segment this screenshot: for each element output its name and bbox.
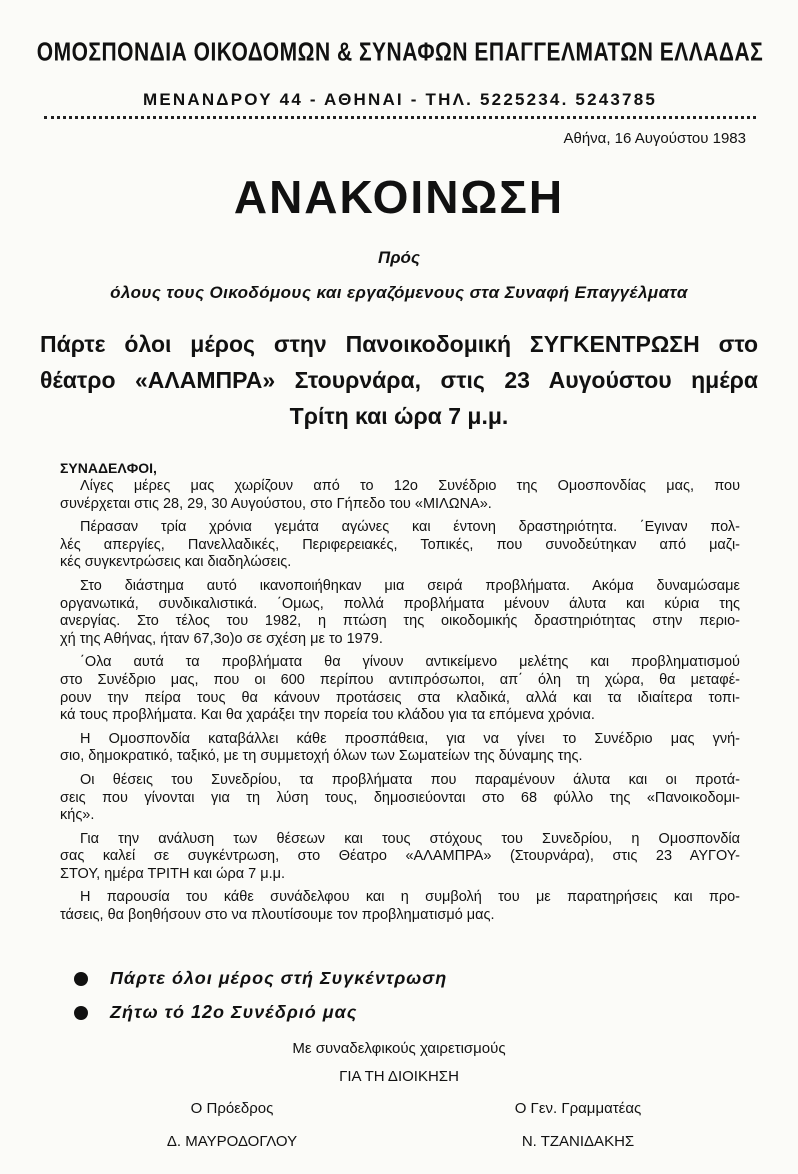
- text-line: ανεργίας. Στο τέλος του 1982, η πτώση της οικοδομικής δραστηριότητας στην περιο-: [60, 613, 740, 630]
- text-line: χή της Αθήνας, ήταν 67,3ο)ο σε σχέση με το 1979.: [60, 630, 383, 647]
- text-line: κά τους προβλήματα. Και θα χαράξει την πορεία του κλάδου για τα επόμενα χρόνια.: [60, 707, 595, 724]
- slogan: [74, 1002, 357, 1023]
- text-line: οργανωτικά, συνδικαλιστικά. ΄Ομως, πολλά προβλήματα μένουν άλυτα και κύρια της: [60, 595, 740, 612]
- text-line: Οι θέσεις του Συνεδρίου, τα προβλήματα που παραμένουν άλυτα και οι προτά-: [80, 771, 740, 788]
- text-line: Η Ομοσπονδία καταβάλλει κάθε προσπάθεια, για να γίνει το Συνέδριο μας γνή-: [80, 730, 740, 747]
- header-divider: [44, 116, 756, 119]
- text-line: ρουν την πείρα τους θα κάνουν προτάσεις στα κλαδικά, αλλά και τα ιδιαίτερα τοπι-: [60, 689, 740, 706]
- secretary-signature: [448, 1100, 708, 1150]
- paragraph: [60, 519, 740, 572]
- secretary-role: Ο Γεν. Γραμματέας: [514, 1100, 642, 1117]
- body-text: [60, 478, 740, 931]
- text-line: κές συγκεντρώσεις και διαδηλώσεις.: [60, 554, 292, 571]
- text-line: συνέρχεται στις 28, 29, 30 Αυγούστου, στο Γήπεδο του «ΜΙΛΩΝΑ».: [60, 495, 492, 512]
- bullet-dot-icon: [74, 972, 88, 986]
- paragraph: [60, 654, 740, 724]
- secretary-name: Ν. ΤΖΑΝΙΔΑΚΗΣ: [521, 1133, 635, 1150]
- text-line: Πέρασαν τρία χρόνια γεμάτα αγώνες και έντονη δραστηριότητα. ΄Εγιναν πολ-: [80, 519, 740, 536]
- paragraph: [60, 889, 740, 924]
- text-line: σας καλεί σε συγκέντρωση, στο Θέατρο «ΑΛΑΜΠΡΑ» (Στουρνάρα), στις 23 ΑΥΓΟΥ-: [60, 848, 740, 865]
- paragraph: [60, 831, 740, 884]
- text-line: Στο διάστημα αυτό ικανοποιήθηκαν μια σειρά προβλήματα. Ακόμα δυναμώσαμε: [80, 577, 740, 594]
- paragraph: [60, 772, 740, 825]
- salutation: ΣΥΝΑΔΕΛΦΟΙ,: [60, 460, 157, 476]
- paragraph: [60, 731, 740, 766]
- text-line: κής».: [60, 807, 95, 824]
- text-line: ΣΤΟΥ, ημέρα ΤΡΙΤΗ και ώρα 7 μ.μ.: [60, 865, 285, 882]
- headline-line: Τρίτη και ώρα 7 μ.μ.: [289, 403, 509, 429]
- headline: [40, 326, 758, 434]
- text-line: ΄Ολα αυτά τα προβλήματα θα γίνουν αντικείμενο μελέτης και προβληματισμού: [80, 654, 740, 671]
- text-line: Για την ανάλυση των θέσεων και τους στόχους του Συνεδρίου, η Ομοσπονδία: [80, 830, 740, 847]
- text-line: Η παρουσία του κάθε συνάδελφου και η συμβολή του με παρατηρήσεις και προ-: [80, 889, 740, 906]
- president-role: Ο Πρόεδρος: [190, 1100, 274, 1117]
- paragraph: [60, 478, 740, 513]
- slogan-text: Πάρτε όλοι μέρος στή Συγκέντρωση: [110, 968, 448, 988]
- text-line: σεις που γίνονται για τη λύση τους, δημοσιεύονται στο 68 φύλλο της «Πανοικοδομι-: [60, 789, 740, 806]
- text-line: στο Συνέδριο μας, που οι 600 περίπου αντιπρόσωποι, απ΄ όλη τη χώρα, θα μεταφέ-: [60, 671, 740, 688]
- organization-address: ΜΕΝΑΝΔΡΟΥ 44 - ΑΘΗΝΑΙ - ΤΗΛ. 5225234. 5243785: [142, 90, 658, 109]
- slogan-text: Ζήτω τό 12ο Συνέδριό μας: [110, 1002, 358, 1022]
- president-name: Δ. ΜΑΥΡΟΔΟΓΛΟΥ: [166, 1133, 298, 1150]
- text-line: τάσεις, θα βοηθήσουν στο να πλουτίσουμε τον προβληματισμό μας.: [60, 907, 495, 924]
- closing-greeting: Με συναδελφικούς χαιρετισμούς: [292, 1040, 506, 1057]
- recipient-label: Πρός: [378, 248, 420, 267]
- recipient-audience: όλους τους Οικοδόμους και εργαζόμενους στα Συναφή Επαγγέλματα: [110, 283, 688, 302]
- document-title: ΑΝΑΚΟΙΝΩΣΗ: [233, 171, 565, 223]
- text-line: Λίγες μέρες μας χωρίζουν από το 12ο Συνέδριο της Ομοσπονδίας μας, που: [80, 478, 740, 494]
- text-line: λές απεργίες, Πανελλαδικές, Περιφερειακές, Τοπικές, που συνοδεύτηκαν από μαζι-: [60, 536, 740, 553]
- headline-line: Πάρτε όλοι μέρος στην Πανοικοδομική ΣΥΓΚΕΝΤΡΩΣΗ στο: [40, 331, 758, 357]
- document-date: Αθήνα, 16 Αυγούστου 1983: [563, 130, 746, 147]
- headline-line: θέατρο «ΑΛΑΜΠΡΑ» Στουρνάρα, στις 23 Αυγούστου ημέρα: [40, 367, 758, 393]
- slogan: [74, 968, 447, 989]
- closing-board: ΓΙΑ ΤΗ ΔΙΟΙΚΗΣΗ: [339, 1068, 459, 1085]
- paragraph: [60, 578, 740, 648]
- bullet-dot-icon: [74, 1006, 88, 1020]
- organization-name: ΟΜΟΣΠΟΝΔΙΑ ΟΙΚΟΔΟΜΩΝ & ΣΥΝΑΦΩΝ ΕΠΑΓΓΕΛΜΑΤΩΝ ΕΛΛΑΔΑΣ: [36, 38, 764, 67]
- text-line: σιο, δημοκρατικό, ταξικό, με τη συμμετοχή όλων των Σωματείων της δύναμης της.: [60, 748, 583, 765]
- president-signature: [102, 1100, 362, 1150]
